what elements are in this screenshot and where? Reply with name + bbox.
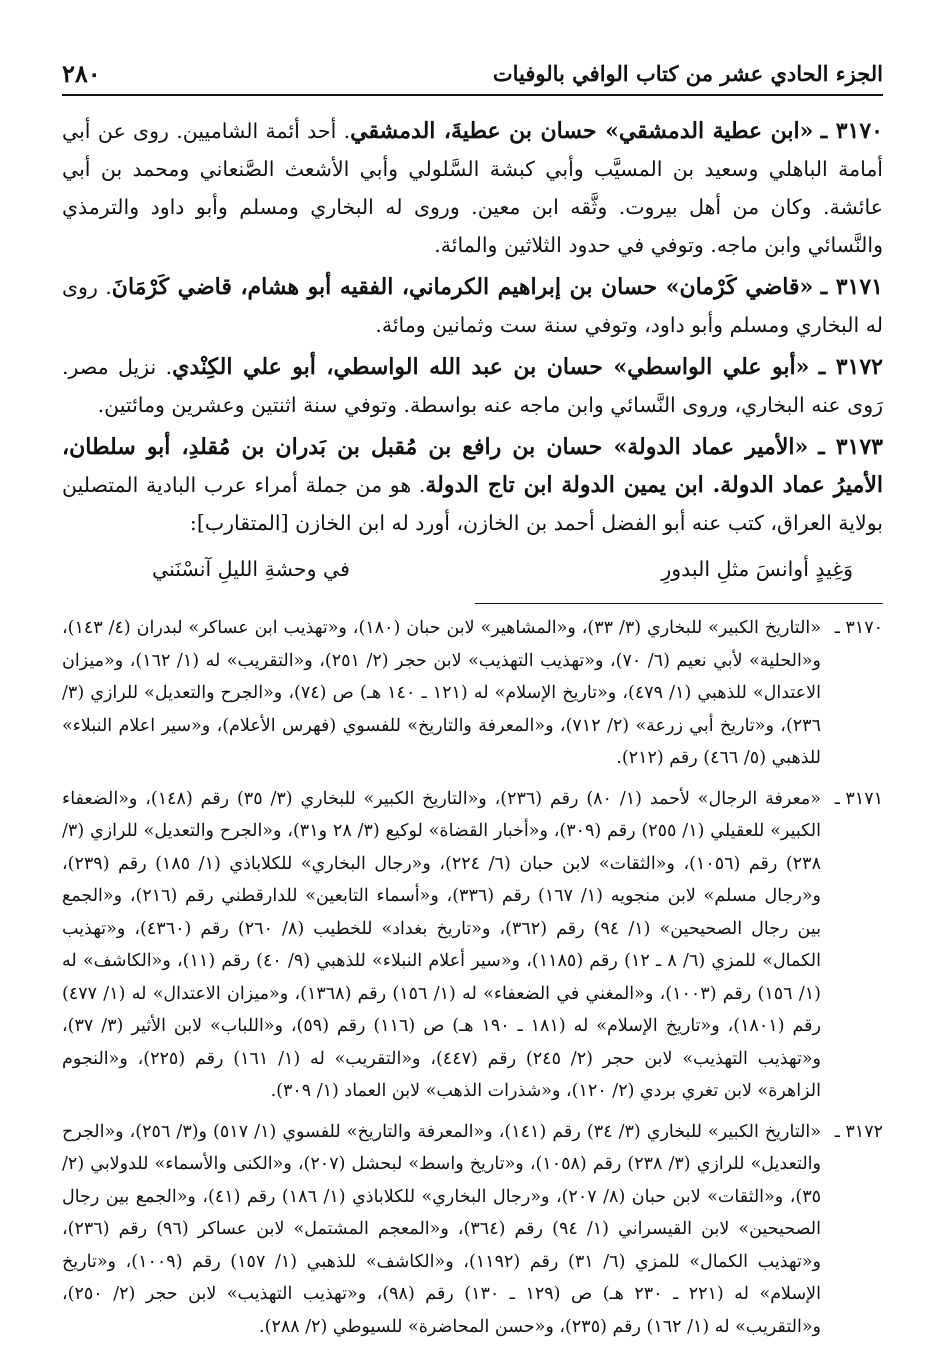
entry-heading: «الأمير عماد الدولة» حسان بن رافع بن مُقبل بن بَدران بن مُقلدِ، أبو سلطان، الأميرُ عماد الدولة. ابن يمين الدولة ابن تاج الدولة: [62, 434, 883, 498]
entry-text: . نزيل مصر. رَوى عنه البخاري، وروى النَّسائي وابن ماجه عنه بواسطة. وتوفي سنة اثنتين وعشرين ومائتين.: [62, 355, 883, 417]
footnote: [62, 612, 883, 775]
footnote-number: ٣١٧٠ ـ: [834, 618, 883, 638]
verse-second-hemistich: في وحشةِ الليلِ آنسْنَني: [152, 557, 350, 581]
entry-number: ٣١٧١ ـ: [820, 274, 883, 300]
footnote-text: «معرفة الرجال» لأحمد (١/ ٨٠) رقم (٢٣٦)، و«التاريخ الكبير» للبخاري (٣/ ٣٥) رقم (١٤٨)، و«الضعفاء الكبير» للعقيلي (١/ ٢٥٥) رقم (٣٠٩)، و«أخبار القضاة» لوكيع (٣/ ٢٨ و٣١)، و«الجرح والتعديل» للرازي (٣/ ٢٣٨) رقم (١٠٥٦)، و«الثقات» لابن حبان (٦/ ٢٢٤)، و«رجال البخاري» للكلاباذي (١/ ١٨٥) رقم (٢٣٩)، و«رجال مسلم» لابن منجويه (١/ ١٦٧) رقم (٣٣٦)، و«أسماء التابعين» للدارقطني رقم (٢١٦)، و«الجمع بين رجال الصحيحين» (١/ ٩٤) رقم (٣٦٢)، و«تاريخ بغداد» للخطيب (٨/ ٢٦٠) رقم (٤٣٦٠)، و«تهذيب الكمال» للمزي (٦/ ٨ ـ ١٢) رقم (١١٨٥)، و«سير أعلام النبلاء» للذهبي (٩/ ٤٠) رقم (١١)، و«الكاشف» له (١/ ١٥٦) رقم (١٠٠٣)، و«المغني في الضعفاء» له (١/ ١٥٦) رقم (١٣٦٨)، و«ميزان الاعتدال» له (١/ ٤٧٧) رقم (١٨٠١)، و«تاريخ الإسلام» له (١٨١ ـ ١٩٠ هـ) ص (١١٦) رقم (٥٩)، و«اللباب» لابن الأثير (٣/ ٣٧)، و«تهذيب التهذيب» لابن حجر (٢/ ٢٤٥) رقم (٤٤٧)، و«التقريب» له (١/ ١٦١) رقم (٢٢٥)، و«النجوم الزاهرة» لابن تغري بردي (٢/ ١٢٠)، و«شذرات الذهب» لابن العماد (١/ ٣٠٩).: [62, 788, 822, 1101]
biography-entry: [62, 428, 883, 542]
entry-text: . هو من جملة أمراء عرب البادية المتصلين بولاية العراق، كتب عنه أبو الفضل أحمد بن الخازن، أورد له ابن الخازن [المتقارب]:: [62, 473, 883, 535]
footnote: [62, 783, 883, 1108]
footnote-number: ٣١٧١ ـ: [834, 788, 883, 809]
entry-number: ٣١٧٣ ـ: [818, 434, 883, 460]
page-number: ٢٨٠: [62, 58, 101, 88]
footnote: [62, 1116, 883, 1344]
biography-entry: [62, 112, 883, 264]
footnotes: [62, 612, 883, 1351]
footnote-number: ٣١٧٢ ـ: [834, 1121, 883, 1142]
poem-verse: [62, 546, 883, 588]
biography-entry: [62, 268, 883, 344]
footnote-separator: [475, 603, 883, 604]
page-header: [62, 52, 883, 96]
main-text: [62, 112, 883, 588]
running-title: الجزء الحادي عشر من كتاب الوافي بالوفيات: [492, 60, 883, 86]
entry-number: ٣١٧٢ ـ: [818, 354, 883, 380]
entry-heading: «ابن عطية الدمشقي» حسان بن عطيةَ، الدمشقي: [350, 118, 814, 144]
entry-heading: «قاضي كَرْمان» حسان بن إبراهيم الكرماني، الفقيه أبو هشام، قاضي كَرْمَانَ: [111, 274, 814, 300]
entry-heading: «أبو علي الواسطي» حسان بن عبد الله الواسطي، أبو علي الكِنْدي: [172, 354, 810, 380]
footnote-text: «التاريخ الكبير» للبخاري (٣/ ٣٤) رقم (١٤١)، و«المعرفة والتاريخ» للفسوي (١/ ٥١٧) و(٣/ ٢٥٦)، و«الجرح والتعديل» للرازي (٣/ ٢٣٨) رقم (١٠٥٨)، و«تاريخ واسط» لبحشل (٢٠٧)، و«الكنى والأسماء» للدولابي (٢/ ٣٥)، و«الثقات» لابن حبان (٨/ ٢٠٧)، و«رجال البخاري» للكلاباذي (١/ ١٨٦) رقم (٤١)، و«الجمع بين رجال الصحيحين» لابن القيسراني (١/ ٩٤) رقم (٣٦٤)، و«المعجم المشتمل» لابن عساكر (٩٦) رقم (٢٣٦)، و«تهذيب الكمال» للمزي (٦/ ٣١) رقم (١١٩٢)، و«الكاشف» للذهبي (١/ ١٥٧) رقم (١٠٠٩)، و«تاريخ الإسلام» له (٢٢١ ـ ٢٣٠ هـ) ص (١٢٩ ـ ١٣٠) رقم (٩٨)، و«تهذيب التهذيب» لابن حجر (٢/ ٢٥٠)، و«التقريب» له (١/ ١٦٢) رقم (٢٣٥)، و«حسن المحاضرة» للسيوطي (٢/ ٢٨٨).: [62, 1121, 822, 1337]
verse-first-hemistich: وَغِيدٍ أوانسَ مثلِ البدورِ: [661, 557, 853, 581]
biography-entry: [62, 348, 883, 424]
entry-text: . أحد أئمة الشاميين. روى عن أبي أمامة الباهلي وسعيد بن المسيَّب وأبي كبشة السَّلولي وأبي الأشعث الصَّنعاني ومحمد بن أبي عائشة. وكان من أهل بيروت. وثَّقه ابن معين. وروى له البخاري ومسلم وأبو داود والترمذي والنَّسائي وابن ماجه. وتوفي في حدود الثلاثين والمائة.: [62, 119, 883, 257]
footnote-text: «التاريخ الكبير» للبخاري (٣/ ٣٣)، و«المشاهير» لابن حبان (١٨٠)، و«تهذيب ابن عساكر» لبدران (٤/ ١٤٣)، و«الحلية» لأبي نعيم (٦/ ٧٠)، و«تهذيب التهذيب» لابن حجر (٢/ ٢٥١)، و«التقريب» له (١/ ١٦٢)، و«ميزان الاعتدال» للذهبي (١/ ٤٧٩)، و«تاريخ الإسلام» له (١٢١ ـ ١٤٠ هـ) ص (٧٤)، و«الجرح والتعديل» للرازي (٣/ ٢٣٦)، و«تاريخ أبي زرعة» (٢/ ٧١٢)، و«المعرفة والتاريخ» للفسوي (فهرس الأعلام)، و«سير اعلام النبلاء» للذهبي (٥/ ٤٦٦) رقم (٢١٢).: [62, 618, 821, 768]
entry-text: . روى له البخاري ومسلم وأبو داود، وتوفي سنة ست وثمانين ومائة.: [62, 275, 883, 337]
entry-number: ٣١٧٠ ـ: [820, 118, 883, 144]
